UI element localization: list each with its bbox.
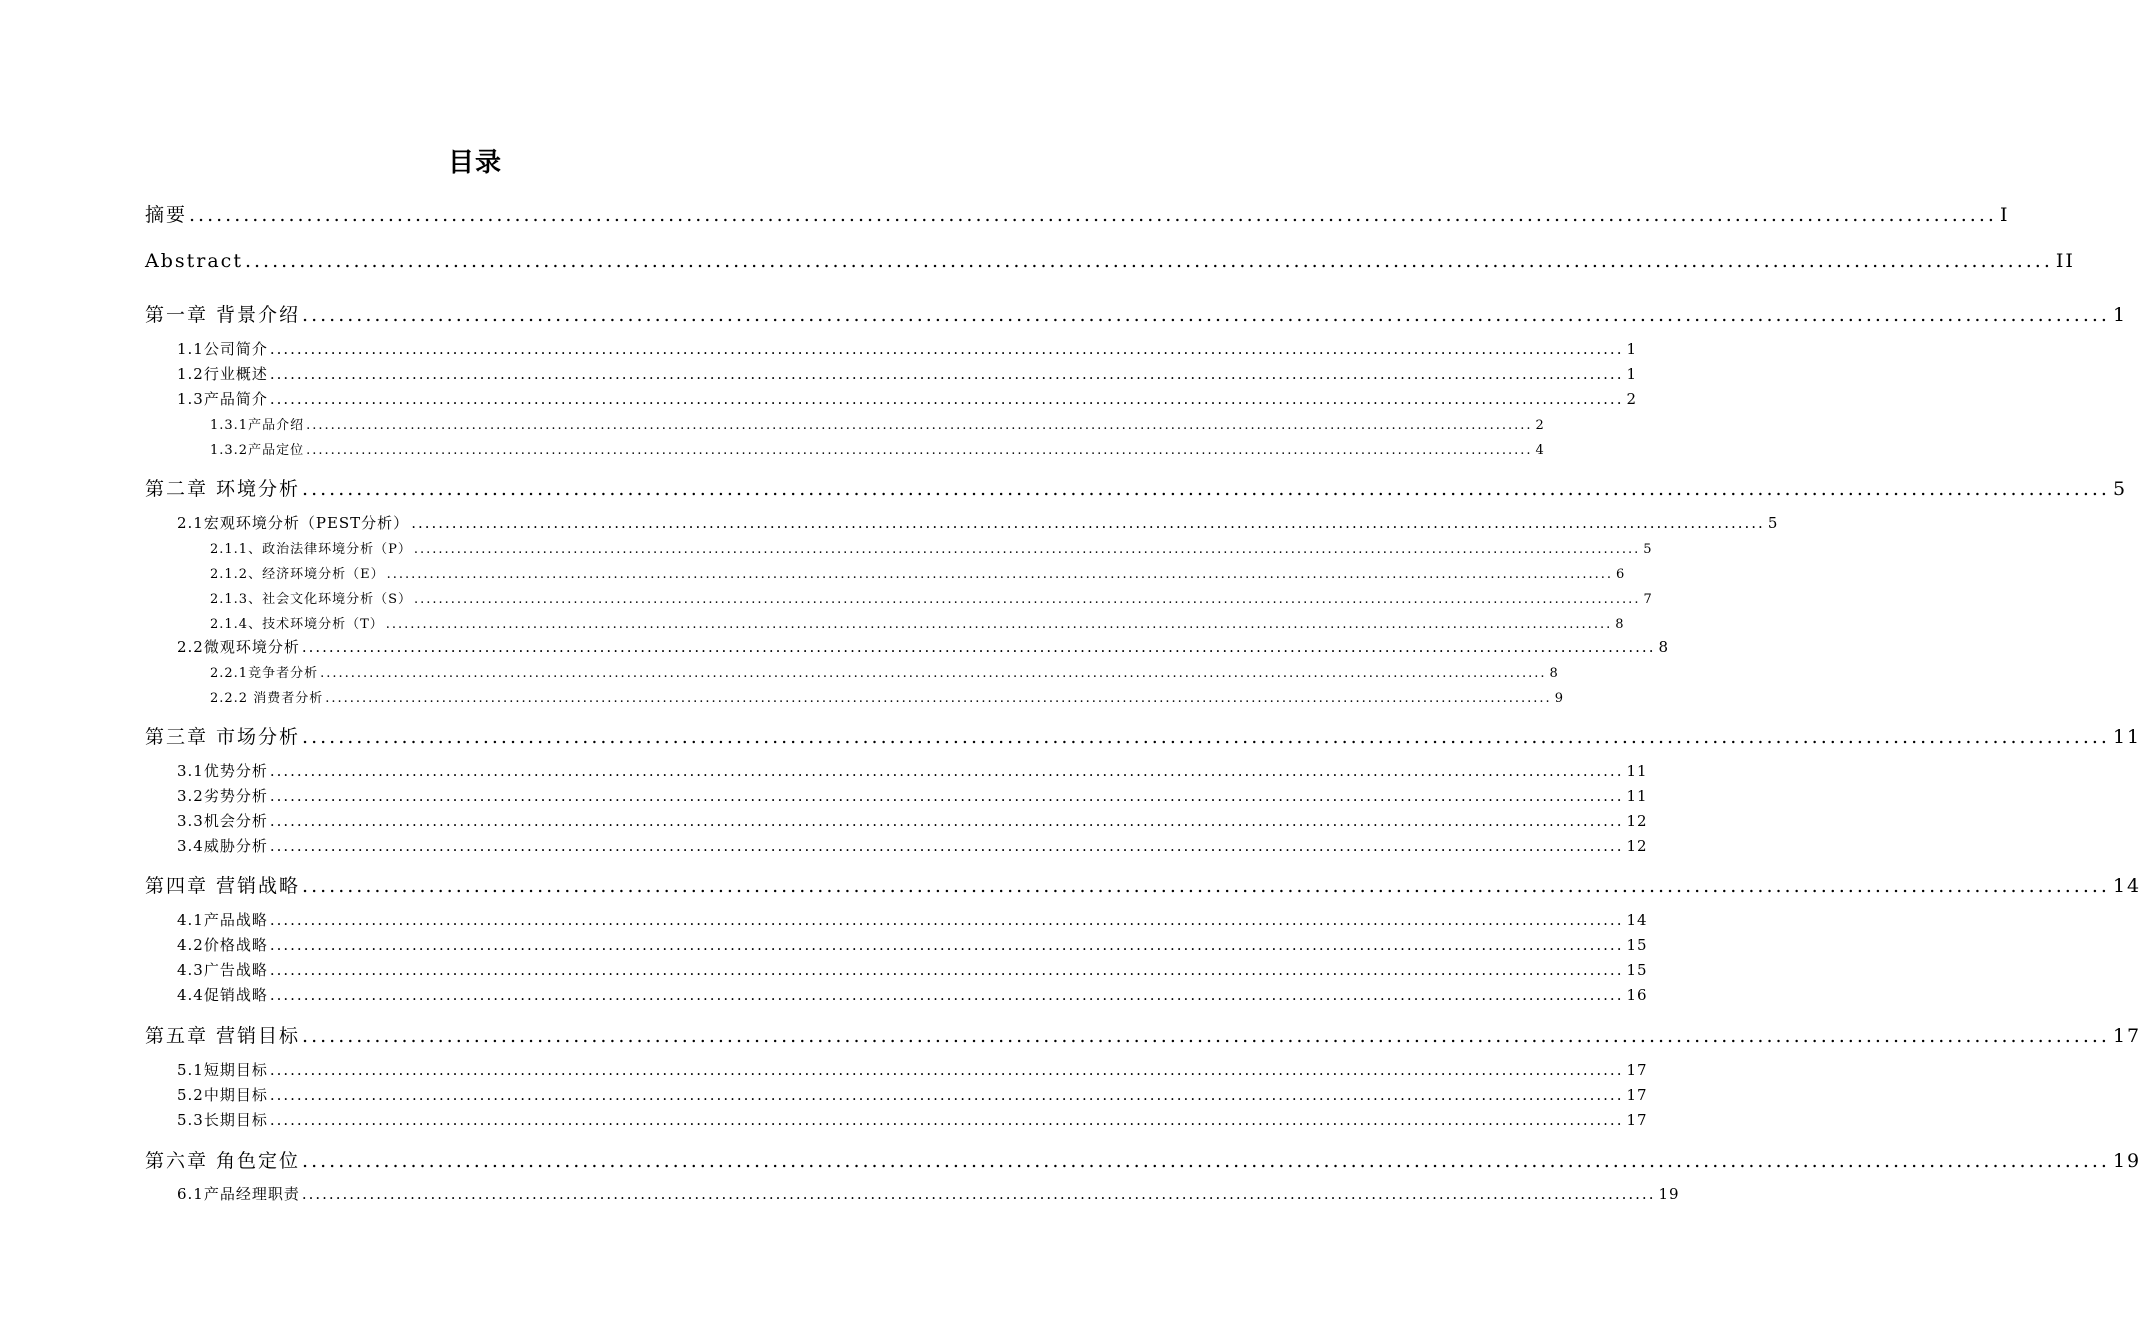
- toc-leader-dots: ........................................................................................................................................................................................................: [269, 762, 1624, 780]
- toc-entry-label: 2.1宏观环境分析（PEST分析）: [177, 514, 410, 532]
- toc-leader-dots: ........................................................................................................................................................................................................: [269, 390, 1624, 408]
- toc-entry-label: 摘要: [145, 204, 188, 226]
- toc-leader-dots: ........................................................................................................................................................................................................: [269, 787, 1624, 805]
- toc-entry-page: 5: [2112, 478, 2128, 500]
- toc-entry-page: 12: [1626, 837, 1648, 855]
- toc-entry[interactable]: [210, 687, 1564, 706]
- toc-entry-label: 6.1产品经理职责: [177, 1185, 300, 1203]
- toc-entry[interactable]: [177, 1109, 1648, 1130]
- toc-entry-page: 8: [1658, 638, 1670, 656]
- toc-leader-dots: ........................................................................................................................................................................................................: [302, 875, 2110, 897]
- toc-entry[interactable]: [177, 1059, 1648, 1080]
- toc-entry-label: 4.4促销战略: [177, 986, 268, 1004]
- toc-entry-page: 1: [2112, 304, 2128, 326]
- toc-entry-label: 第二章 环境分析: [145, 478, 301, 500]
- toc-entry-page: 11: [1626, 762, 1648, 780]
- toc-entry-page: 7: [1643, 592, 1653, 607]
- toc-entry-page: I: [1999, 204, 2010, 226]
- toc-entry-label: 3.2劣势分析: [177, 787, 268, 805]
- toc-entry[interactable]: [177, 835, 1648, 856]
- toc-entry-label: 1.3.2产品定位: [210, 443, 305, 458]
- toc-entry[interactable]: [145, 200, 2010, 227]
- toc-leader-dots: ........................................................................................................................................................................................................: [269, 936, 1624, 954]
- toc-entry-label: 4.2价格战略: [177, 936, 268, 954]
- toc-leader-dots: ........................................................................................................................................................................................................: [320, 666, 1547, 681]
- toc-entry-page: 16: [1626, 986, 1648, 1004]
- toc-entry-page: 17: [1626, 1061, 1648, 1079]
- toc-entry-label: 第五章 营销目标: [145, 1025, 301, 1047]
- toc-entry[interactable]: [210, 588, 1653, 607]
- toc-entry[interactable]: [177, 785, 1648, 806]
- toc-entry-label: 1.3.1产品介绍: [210, 418, 305, 433]
- toc-leader-dots: ........................................................................................................................................................................................................: [325, 691, 1552, 706]
- toc-entry-label: 2.2.1竞争者分析: [210, 666, 319, 681]
- toc-leader-dots: ........................................................................................................................................................................................................: [306, 418, 1533, 433]
- toc-leader-dots: ........................................................................................................................................................................................................: [413, 542, 1641, 557]
- toc-leader-dots: ........................................................................................................................................................................................................: [302, 726, 2110, 748]
- toc-leader-dots: ........................................................................................................................................................................................................: [189, 204, 1997, 226]
- toc-entry-page: 8: [1549, 666, 1559, 681]
- toc-leader-dots: ........................................................................................................................................................................................................: [269, 340, 1624, 358]
- toc-leader-dots: ........................................................................................................................................................................................................: [302, 1025, 2110, 1047]
- toc-entry[interactable]: [177, 934, 1648, 955]
- toc-leader-dots: ........................................................................................................................................................................................................: [302, 304, 2110, 326]
- toc-entry[interactable]: [177, 388, 1638, 409]
- toc-entry-label: 2.1.2、经济环境分析（E）: [210, 567, 385, 582]
- toc-leader-dots: ........................................................................................................................................................................................................: [302, 478, 2110, 500]
- toc-entry-page: 1: [1626, 365, 1638, 383]
- toc-entry-page: 2: [1626, 390, 1638, 408]
- toc-entry-label: 2.1.3、社会文化环境分析（S）: [210, 592, 412, 607]
- toc-entry[interactable]: [177, 338, 1638, 359]
- toc-entry-page: 2: [1535, 418, 1545, 433]
- toc-leader-dots: ........................................................................................................................................................................................................: [302, 1150, 2110, 1172]
- toc-entry-page: 5: [1767, 514, 1779, 532]
- toc-leader-dots: ........................................................................................................................................................................................................: [301, 638, 1656, 656]
- toc-entry-label: 3.3机会分析: [177, 812, 268, 830]
- toc-leader-dots: ........................................................................................................................................................................................................: [269, 837, 1624, 855]
- toc-entry[interactable]: [145, 474, 2128, 501]
- toc-entry-label: 1.3产品简介: [177, 390, 268, 408]
- toc-entry-label: 5.2中期目标: [177, 1086, 268, 1104]
- toc-entry[interactable]: [145, 722, 2141, 749]
- toc-entry[interactable]: [177, 1084, 1648, 1105]
- toc-entry[interactable]: [145, 1146, 2141, 1173]
- toc-entry-label: 3.1优势分析: [177, 762, 268, 780]
- toc-entry[interactable]: [177, 909, 1648, 930]
- toc-entry[interactable]: [177, 810, 1648, 831]
- toc-leader-dots: ........................................................................................................................................................................................................: [269, 911, 1624, 929]
- toc-entry[interactable]: [177, 636, 1670, 657]
- toc-entry-page: 11: [1626, 787, 1648, 805]
- toc-entry[interactable]: [177, 1183, 1680, 1204]
- toc-leader-dots: ........................................................................................................................................................................................................: [269, 365, 1624, 383]
- page-title: 目录: [447, 148, 502, 178]
- toc-leader-dots: ........................................................................................................................................................................................................: [244, 250, 2053, 272]
- toc-entry-label: 4.3广告战略: [177, 961, 268, 979]
- toc-leader-dots: ........................................................................................................................................................................................................: [269, 1061, 1624, 1079]
- toc-entry-page: 4: [1535, 443, 1545, 458]
- toc-leader-dots: ........................................................................................................................................................................................................: [269, 812, 1624, 830]
- toc-leader-dots: ........................................................................................................................................................................................................: [385, 617, 1613, 632]
- toc-entry-page: 17: [2112, 1025, 2141, 1047]
- toc-entry-label: 5.1短期目标: [177, 1061, 268, 1079]
- toc-entry[interactable]: [177, 760, 1648, 781]
- toc-entry-label: 1.1公司简介: [177, 340, 268, 358]
- toc-entry[interactable]: [177, 959, 1648, 980]
- toc-leader-dots: ........................................................................................................................................................................................................: [301, 1185, 1656, 1203]
- toc-leader-dots: ........................................................................................................................................................................................................: [269, 1111, 1624, 1129]
- toc-entry-label: 2.2.2 消费者分析: [210, 691, 324, 706]
- toc-entry[interactable]: [145, 300, 2128, 327]
- toc-entry-label: 第三章 市场分析: [145, 726, 301, 748]
- toc-entry[interactable]: [177, 984, 1648, 1005]
- toc-entry-page: 17: [1626, 1086, 1648, 1104]
- toc-entry[interactable]: [210, 563, 1626, 582]
- toc-entry[interactable]: [210, 662, 1559, 681]
- toc-entry-page: 12: [1626, 812, 1648, 830]
- toc-entry-label: 第一章 背景介绍: [145, 304, 301, 326]
- toc-entry-label: 4.1产品战略: [177, 911, 268, 929]
- toc-entry-page: 14: [2112, 875, 2141, 897]
- toc-leader-dots: ........................................................................................................................................................................................................: [411, 514, 1765, 532]
- toc-entry[interactable]: [210, 613, 1625, 632]
- toc-entry-page: 8: [1615, 617, 1625, 632]
- toc-entry-page: II: [2055, 250, 2075, 272]
- toc-entry-page: 15: [1626, 936, 1648, 954]
- toc-entry-page: 15: [1626, 961, 1648, 979]
- toc-entry-label: 3.4威胁分析: [177, 837, 268, 855]
- toc-entry-label: 2.1.4、技术环境分析（T）: [210, 617, 384, 632]
- toc-entry[interactable]: [177, 512, 1779, 533]
- toc-entry[interactable]: [145, 871, 2141, 898]
- toc-entry-page: 6: [1616, 567, 1626, 582]
- toc-entry-page: 9: [1554, 691, 1564, 706]
- toc-entry-page: 19: [2112, 1150, 2141, 1172]
- toc-leader-dots: ........................................................................................................................................................................................................: [269, 986, 1624, 1004]
- toc-leader-dots: ........................................................................................................................................................................................................: [306, 443, 1533, 458]
- toc-leader-dots: ........................................................................................................................................................................................................: [269, 961, 1624, 979]
- toc-entry-label: 第四章 营销战略: [145, 875, 301, 897]
- toc-entry-label: 第六章 角色定位: [145, 1150, 301, 1172]
- toc-entry-page: 17: [1626, 1111, 1648, 1129]
- toc-entry[interactable]: [210, 439, 1545, 458]
- toc-entry-page: 11: [2112, 726, 2141, 748]
- toc-entry-label: 2.2微观环境分析: [177, 638, 300, 656]
- toc-entry-label: 2.1.1、政治法律环境分析（P）: [210, 542, 412, 557]
- toc-entry-label: Abstract: [145, 250, 243, 272]
- toc-entry-page: 1: [1626, 340, 1638, 358]
- toc-entry[interactable]: [210, 414, 1545, 433]
- toc-entry[interactable]: [145, 250, 2075, 272]
- toc-entry-page: 19: [1658, 1185, 1680, 1203]
- toc-entry[interactable]: [177, 363, 1638, 384]
- toc-entry[interactable]: [145, 1021, 2141, 1048]
- toc-entry-page: 5: [1643, 542, 1653, 557]
- toc-leader-dots: ........................................................................................................................................................................................................: [386, 567, 1614, 582]
- toc-entry-page: 14: [1626, 911, 1648, 929]
- toc-entry[interactable]: [210, 538, 1653, 557]
- toc-entry-label: 5.3长期目标: [177, 1111, 268, 1129]
- toc-entry-label: 1.2行业概述: [177, 365, 268, 383]
- toc-leader-dots: ........................................................................................................................................................................................................: [269, 1086, 1624, 1104]
- toc-leader-dots: ........................................................................................................................................................................................................: [413, 592, 1641, 607]
